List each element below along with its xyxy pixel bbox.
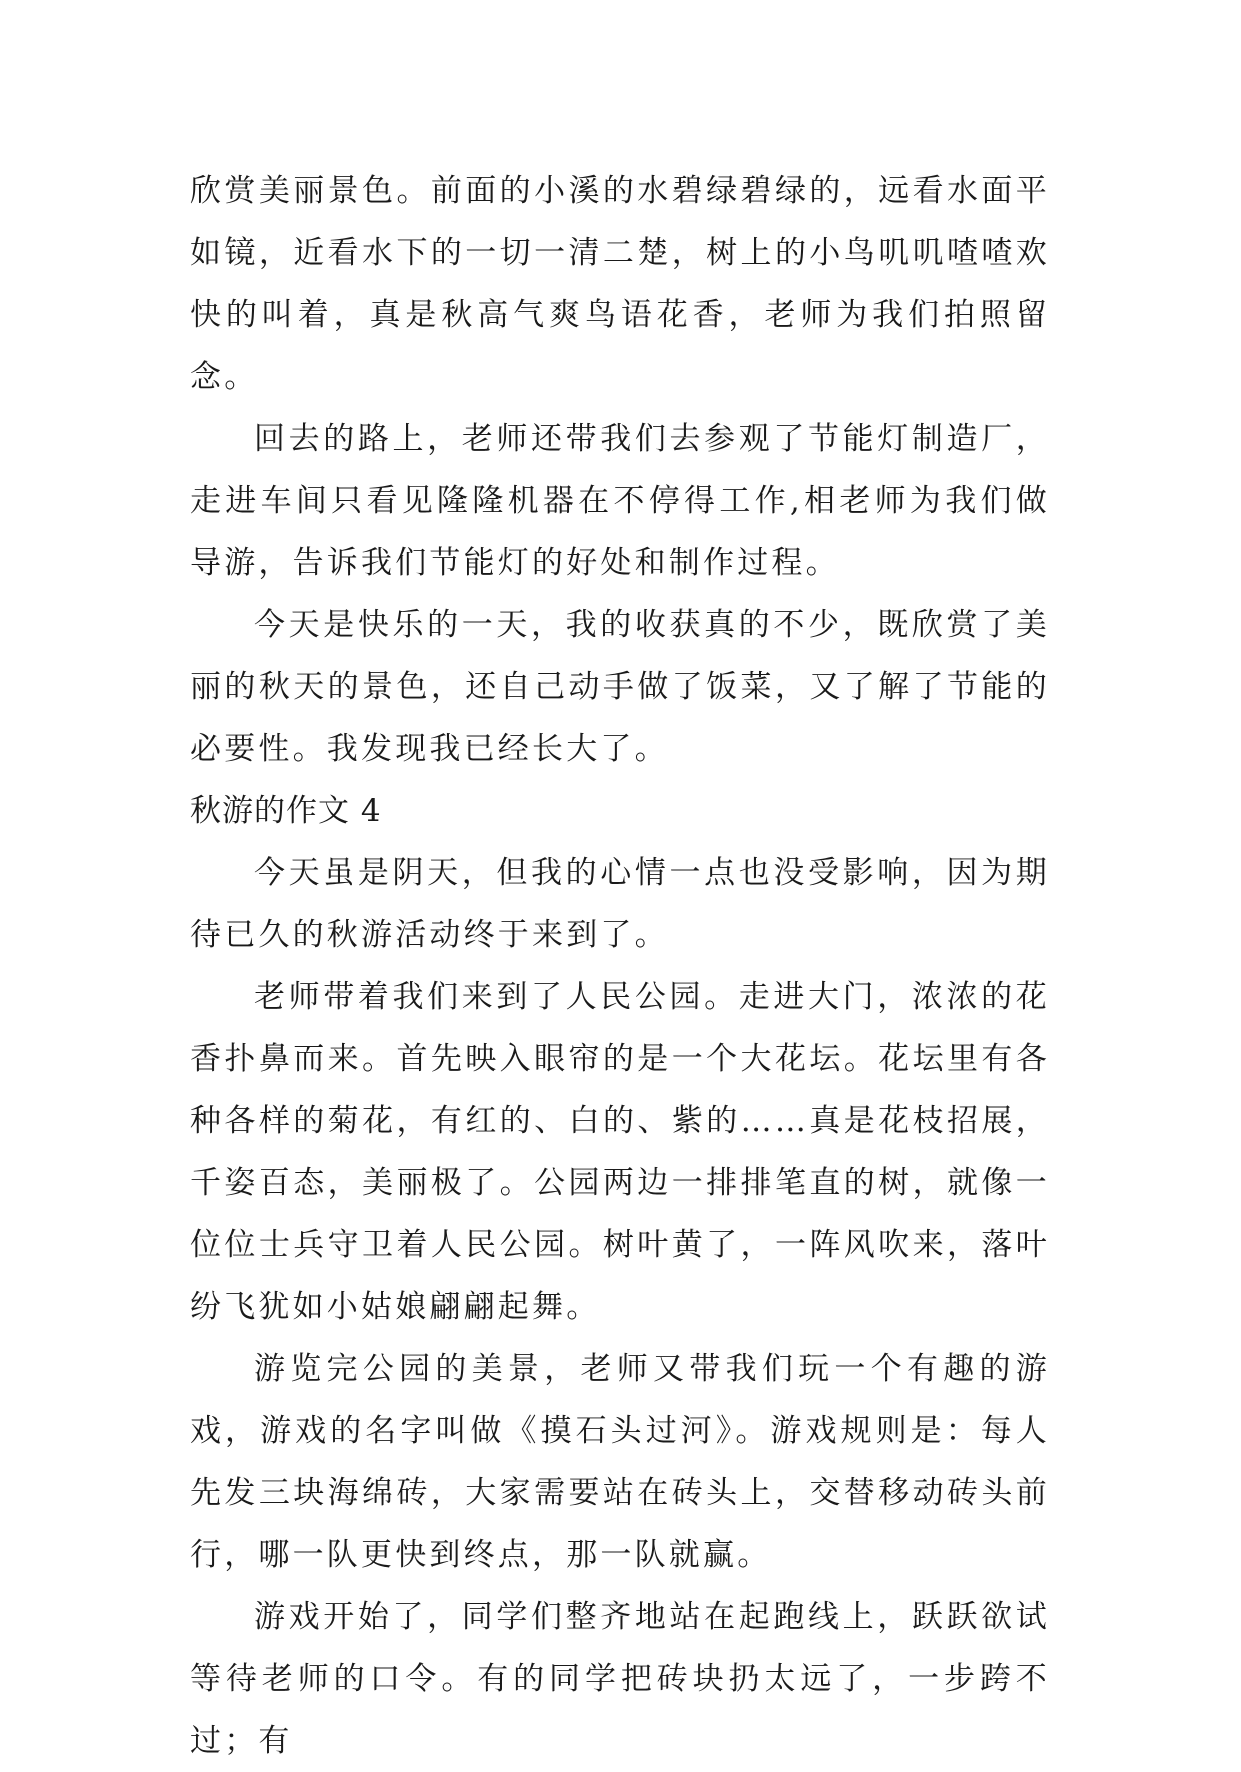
paragraph-game-start: 游戏开始了，同学们整齐地站在起跑线上，跃跃欲试等待老师的口令。有的同学把砖块扔太远了，一步跨不过；有 [190, 1599, 1050, 1759]
document-body [190, 160, 1050, 1772]
paragraph-park: 老师带着我们来到了人民公园。走进大门，浓浓的花香扑鼻而来。首先映入眼帘的是一个大花坛。花坛里有各种各样的菊花，有红的、白的、紫的……真是花枝招展，千姿百态，美丽极了。公园两边一排排笔直的树，就像一位位士兵守卫着人民公园。树叶黄了，一阵风吹来，落叶纷飞犹如小姑娘翩翩起舞。 [190, 979, 1050, 1325]
paragraph-summary: 今天是快乐的一天，我的收获真的不少，既欣赏了美丽的秋天的景色，还自己动手做了饭菜，又了解了节能的必要性。我发现我已经长大了。 [190, 607, 1050, 767]
paragraph-intro: 今天虽是阴天，但我的心情一点也没受影响，因为期待已久的秋游活动终于来到了。 [190, 855, 1050, 953]
section-heading: 秋游的作文 4 [190, 793, 382, 829]
paragraph-scenery: 欣赏美丽景色。前面的小溪的水碧绿碧绿的，远看水面平如镜，近看水下的一切一清二楚，树上的小鸟叽叽喳喳欢快的叫着，真是秋高气爽鸟语花香，老师为我们拍照留念。 [190, 173, 1050, 395]
paragraph-factory-visit: 回去的路上，老师还带我们去参观了节能灯制造厂，走进车间只看见隆隆机器在不停得工作,相老师为我们做导游，告诉我们节能灯的好处和制作过程。 [190, 421, 1050, 581]
paragraph-game-rules: 游览完公园的美景，老师又带我们玩一个有趣的游戏，游戏的名字叫做《摸石头过河》。游戏规则是：每人先发三块海绵砖，大家需要站在砖头上，交替移动砖头前行，哪一队更快到终点，那一队就赢。 [190, 1351, 1050, 1573]
